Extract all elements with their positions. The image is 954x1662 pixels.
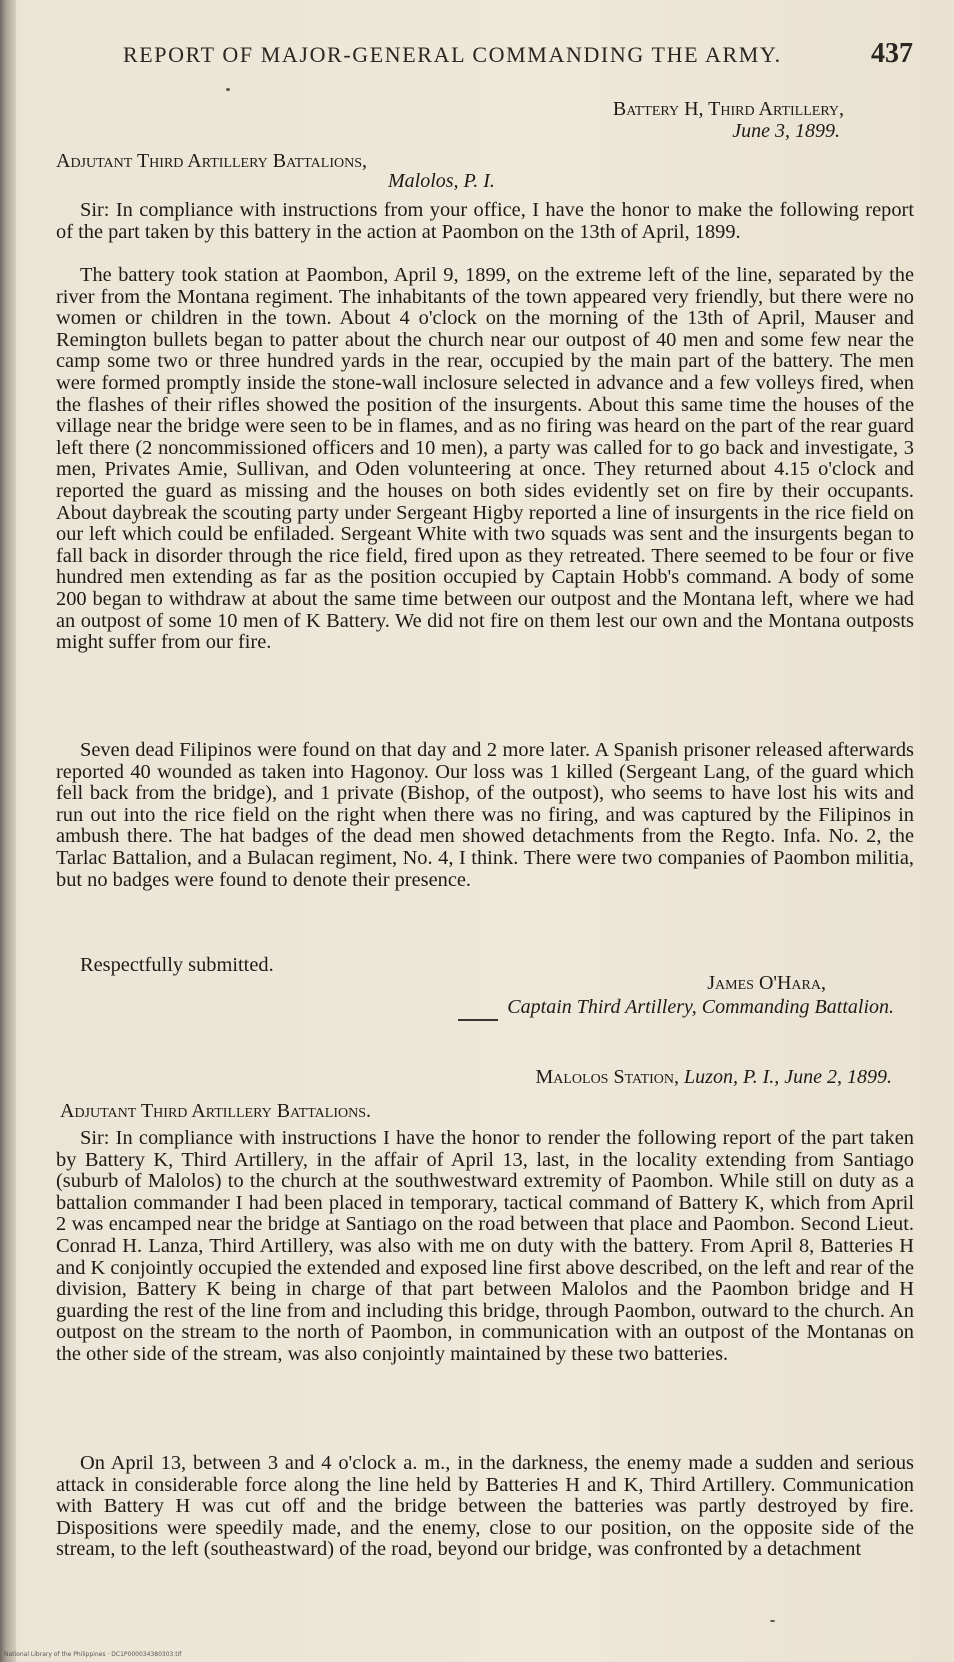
- paper-speck: [770, 1620, 775, 1622]
- report1-signature-name: James O'Hara,: [707, 972, 826, 994]
- report2-date: Luzon, P. I., June 2, 1899.: [684, 1066, 892, 1088]
- report1-paragraph-3: Seven dead Filipinos were found on that day and 2 more later. A Spanish prisoner released afterwards reported 40 wounded as taken into Hagonoy. Our loss was 1 killed (Sergeant Lang, of the guard which fell back from the bridge), and 1 private (Bishop, of the outpost), who seems to have lost his wits and run out into the rice field on the right when there was no firing, and was captured by the Filipinos in ambush there. The hat badges of the dead men showed detachments from the Regto. Infa. No. 2, the Tarlac Battalion, and a Bulacan regiment, No. 4, I think. There were two companies of Paombon militia, but no badges were found to denote their presence.: [56, 739, 914, 891]
- header-title: REPORT OF MAJOR-GENERAL COMMANDING THE ARMY.: [123, 42, 782, 67]
- report2-addressee: Adjutant Third Artillery Battalions.: [60, 1100, 371, 1122]
- report1-date: June 3, 1899.: [732, 120, 840, 142]
- report2-paragraph-2: On April 13, between 3 and 4 o'clock a. m., in the darkness, the enemy made a sudden and serious attack in considerable force along the line held by Batteries H and K, Third Artillery. Communication with Battery H was cut off and the bridge between the batteries was partly destroyed by fire. Dispositions were speedily made, and the enemy, close to our position, on the opposite side of the stream, to the left (southeastward) of the road, beyond our bridge, was confronted by a detachment: [56, 1452, 914, 1561]
- scan-footer: National Library of the Philippines · DC1P000034380303.tif: [4, 1651, 182, 1658]
- section-divider: [458, 1019, 498, 1021]
- report1-paragraph-1: Sir: In compliance with instructions from your office, I have the honor to make the following report of the part taken by this battery in the action at Paombon on the 13th of April, 1899.: [56, 199, 914, 243]
- report2-place-date: [535, 1066, 892, 1089]
- report1-addressee: Adjutant Third Artillery Battalions,: [56, 150, 367, 172]
- page-binding-shadow: [0, 0, 16, 1662]
- report1-signature-title: Captain Third Artillery, Commanding Battalion.: [507, 996, 894, 1018]
- report1-paragraph-2: The battery took station at Paombon, April 9, 1899, on the extreme left of the line, separated by the river from the Montana regiment. The inhabitants of the town appeared very friendly, but there were no women or children in the town. About 4 o'clock on the morning of the 13th of April, Mauser and Remington bullets began to patter about the church near our outpost of 40 men and some few near the camp some two or three hundred yards in the rear, occupied by the main part of the battery. The men were formed promptly inside the stone-wall inclosure selected in advance and a few volleys fired, when the flashes of their rifles showed the position of the insurgents. About this same time the houses of the village near the bridge were seen to be in flames, and as no firing was heard on the part of the rear guard left there (2 noncommissioned officers and 10 men), a party was called for to go back and investigate, 3 men, Privates Amie, Sullivan, and Oden volunteering at once. They returned about 4.15 o'clock and reported the guard as missing and the houses on both sides evidently set on fire by their occupants. About daybreak the scouting party under Sergeant Higby reported a line of insurgents in the rice field on our left which could be enfiladed. Sergeant White with two squads was sent and the insurgents began to fall back in disorder through the rice field, fired upon as they retreated. There seemed to be four or five hundred men extending as far as the position occupied by Captain Hobb's command. A body of some 200 began to withdraw at about the same time between our outpost and the Montana left, where we had an outpost of some 10 men of K Battery. We did not fire on them lest our own and the Montana outposts might suffer from our fire.: [56, 264, 914, 654]
- paper-speck: [226, 88, 230, 91]
- running-header: [123, 38, 913, 69]
- report2-place: Malolos Station,: [535, 1066, 680, 1088]
- report1-addressee-location: Malolos, P. I.: [388, 170, 495, 192]
- report2-paragraph-1: Sir: In compliance with instructions I have the honor to render the following report of the part taken by Battery K, Third Artillery, in the affair of April 13, last, in the locality extending from Santiago (suburb of Malolos) to the church at the southwestward extremity of Paombon. While still on duty as a battalion commander I had been placed in temporary, tactical command of Battery K, which from April 2 was encamped near the bridge at Santiago on the road between that place and Paombon. Second Lieut. Conrad H. Lanza, Third Artillery, was also with me on duty with the battery. From April 8, Batteries H and K conjointly occupied the extended and exposed line first above described, on the left and rear of the division, Battery K being in charge of that part between Malolos and the Paombon bridge and H guarding the rest of the line from and including this bridge, through Paombon, outward to the church. An outpost on the stream to the north of Paombon, in communication with an outpost of the Montanas on the other side of the stream, was also conjointly maintained by these two batteries.: [56, 1127, 914, 1365]
- report1-closing: Respectfully submitted.: [80, 954, 274, 976]
- page-number: 437: [871, 38, 913, 69]
- report1-unit: Battery H, Third Artillery,: [612, 98, 844, 120]
